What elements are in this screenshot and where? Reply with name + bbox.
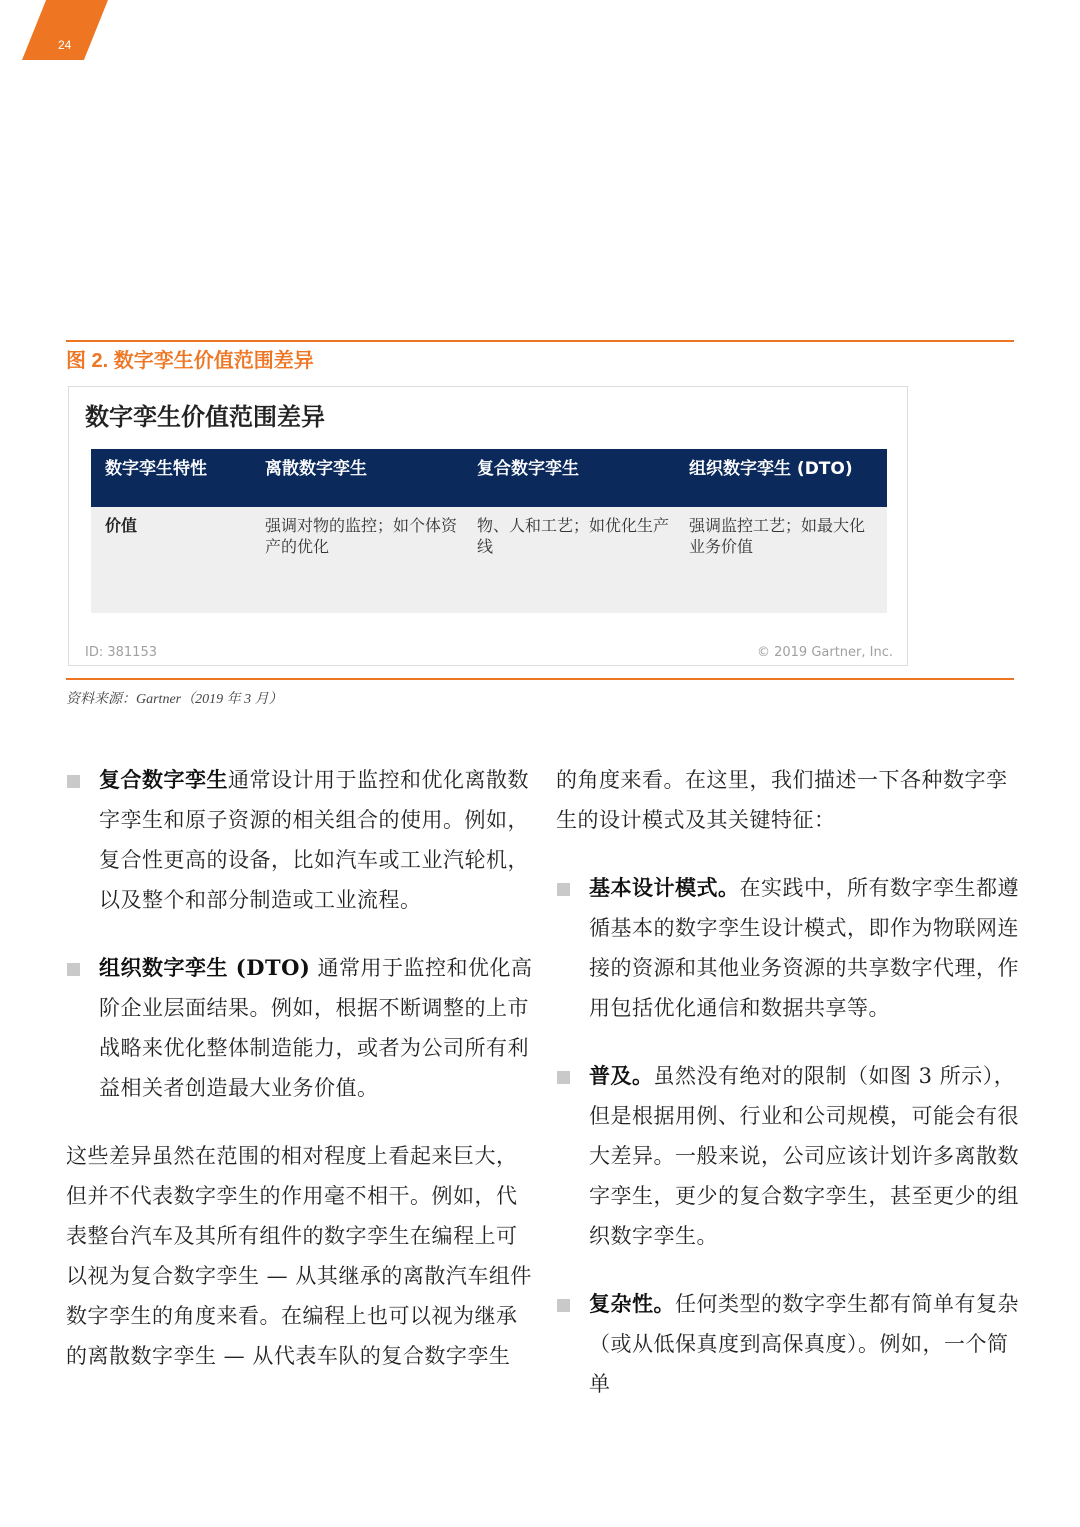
bullet-item [556, 1284, 1026, 1404]
bullet-text: 任何类型的数字孪生都有简单有复杂（或从低保真度到高保真度）。例如，一个简单 [589, 1292, 1019, 1396]
figure-source: 资料来源：Gartner（2019 年 3 月） [66, 692, 283, 707]
bullet-term: 基本设计模式。 [589, 875, 740, 900]
bullet-term: 组织数字孪生 (DTO) [99, 955, 311, 980]
figure-table [91, 449, 887, 613]
bullet-square-icon [557, 1299, 570, 1312]
figure-bottom-rule [66, 678, 1014, 680]
bullet-square-icon [67, 775, 80, 788]
bullet-term: 普及。 [589, 1063, 654, 1088]
bullet-item [556, 868, 1026, 1028]
left-column [66, 760, 536, 1376]
figure-copyright: © 2019 Gartner, Inc. [756, 645, 893, 660]
figure-table-header [91, 449, 887, 507]
page-number: 24 [58, 38, 72, 52]
row-cell: 物、人和工艺；如优化生产线 [477, 516, 670, 556]
figure-title: 数字孪生价值范围差异 [85, 402, 325, 431]
figure-top-rule [66, 340, 1014, 342]
figure-image [68, 386, 908, 666]
bullet-text: 虽然没有绝对的限制（如图 3 所示），但是根据用例、行业和公司规模，可能会有很大差异。一般来说，公司应该计划许多离散数字孪生，更少的复合数字孪生，甚至更少的组织数字孪生。 [589, 1064, 1019, 1248]
bullet-text: 通常设计用于监控和优化离散数字孪生和原子资源的相关组合的使用。例如，复合性更高的设备，比如汽车或工业汽轮机，以及整个和部分制造或工业流程。 [99, 768, 529, 912]
right-column [556, 760, 1026, 1404]
bullet-item [66, 760, 536, 920]
figure-caption: 图 2. 数字孪生价值范围差异 [66, 350, 314, 372]
header-cell: 组织数字孪生 (DTO) [689, 459, 853, 479]
row-cell: 强调监控工艺；如最大化业务价值 [689, 516, 866, 556]
figure-id: ID: 381153 [85, 645, 157, 660]
header-cell: 复合数字孪生 [477, 459, 579, 479]
body-paragraph: 的角度来看。在这里，我们描述一下各种数字孪生的设计模式及其关键特征： [556, 768, 1008, 832]
header-cell: 离散数字孪生 [265, 459, 367, 479]
bullet-item [66, 948, 536, 1108]
bullet-square-icon [557, 883, 570, 896]
row-cell: 价值 [105, 516, 138, 535]
header-cell: 数字孪生特性 [105, 459, 207, 479]
bullet-item [556, 1056, 1026, 1256]
bullet-square-icon [557, 1071, 570, 1084]
bullet-text: 通常用于监控和优化高阶企业层面结果。例如，根据不断调整的上市战略来优化整体制造能力，或者为公司所有利益相关者创造最大业务价值。 [99, 956, 533, 1100]
bullet-square-icon [67, 963, 80, 976]
bullet-term: 复合数字孪生 [99, 767, 228, 792]
row-cell: 强调对物的监控；如个体资产的优化 [265, 516, 458, 556]
bullet-text: 在实践中，所有数字孪生都遵循基本的数字孪生设计模式，即作为物联网连接的资源和其他业务资源的共享数字代理，作用包括优化通信和数据共享等。 [589, 876, 1019, 1020]
body-paragraph: 这些差异虽然在范围的相对程度上看起来巨大，但并不代表数字孪生的作用毫不相干。例如，代表整台汽车及其所有组件的数字孪生在编程上可以视为复合数字孪生 — 从其继承的离散汽车组件数字孪生的角度来看。在编程上也可以视为继承的离散数字孪生 — 从代表车队的复合数字孪生 [66, 1144, 532, 1368]
bullet-term: 复杂性。 [589, 1291, 675, 1316]
